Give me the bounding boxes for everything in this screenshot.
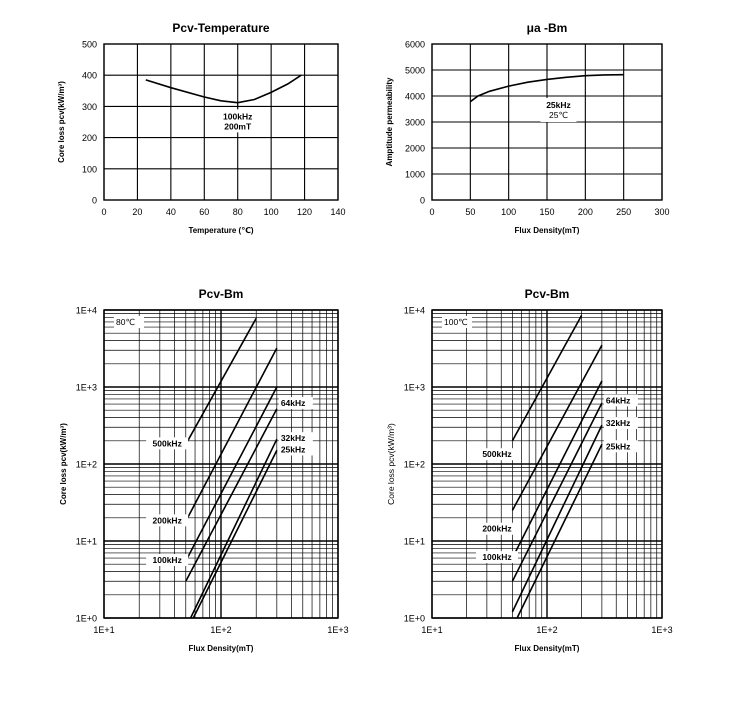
x-tick-label: 100 — [263, 207, 279, 217]
y-tick-label: 1E+1 — [403, 536, 425, 547]
y-tick-label: 100 — [81, 164, 97, 175]
x-tick-label: 80 — [232, 207, 243, 217]
x-tick-label: 100 — [501, 207, 517, 217]
y-axis-label: Core loss pcv(kW/m³) — [386, 423, 396, 505]
series-line-32khz — [512, 425, 602, 612]
series-label-500khz: 500kHz — [482, 449, 512, 460]
y-tick-label: 6000 — [404, 39, 425, 50]
y-tick-label: 1E+2 — [75, 459, 97, 470]
x-tick-label: 1E+3 — [327, 625, 349, 635]
series-label-32khz: 32kHz — [280, 433, 306, 444]
x-tick-label: 1E+1 — [421, 625, 443, 635]
series-line-64khz — [512, 403, 602, 581]
series-label-32khz: 32kHz — [605, 418, 631, 429]
x-tick-label: 0 — [101, 207, 107, 217]
x-axis-label: Flux Density(mT) — [514, 644, 580, 653]
y-tick-label: 1E+0 — [403, 613, 425, 624]
series-label-500khz: 500kHz — [152, 438, 182, 449]
chart-title: Pcv-Temperature — [172, 21, 270, 35]
x-tick-label: 150 — [539, 207, 555, 217]
chart-pcv-bm-100c — [386, 287, 673, 653]
y-tick-label: 400 — [81, 70, 97, 81]
series-label-25khz: 25kHz — [280, 444, 306, 455]
y-tick-label: 4000 — [404, 91, 425, 102]
x-tick-label: 0 — [429, 207, 435, 217]
y-tick-label: 1000 — [404, 169, 425, 180]
x-tick-label: 1E+3 — [651, 625, 673, 635]
y-tick-label: 1E+3 — [403, 382, 425, 393]
series-label-200khz: 200kHz — [152, 515, 182, 526]
annotation-frequency: 25kHz — [546, 100, 571, 110]
y-tick-label: 200 — [81, 133, 97, 144]
x-tick-label: 140 — [330, 207, 346, 217]
x-tick-label: 250 — [616, 207, 632, 217]
y-tick-label: 3000 — [404, 117, 425, 128]
x-tick-label: 1E+2 — [210, 625, 232, 635]
series-label-100khz: 100kHz — [482, 552, 512, 563]
chart-ua-bm — [385, 21, 670, 235]
annotation-frequency: 100kHz — [223, 111, 253, 122]
x-tick-label: 1E+2 — [536, 625, 558, 635]
series-line-100khz-200mt — [146, 75, 301, 103]
series-line-25khz — [193, 450, 276, 618]
x-tick-label: 120 — [297, 207, 313, 217]
y-tick-label: 500 — [81, 39, 97, 50]
y-tick-label: 1E+2 — [403, 459, 425, 470]
x-tick-label: 60 — [199, 207, 210, 217]
condition-temperature: 100℃ — [444, 317, 468, 327]
y-tick-label: 1E+4 — [403, 305, 425, 316]
condition-temperature: 80℃ — [116, 317, 136, 327]
y-tick-label: 1E+0 — [75, 613, 97, 624]
y-tick-label: 5000 — [404, 65, 425, 76]
chart-pcv-temperature — [57, 21, 346, 235]
y-tick-label: 1E+4 — [75, 305, 97, 316]
x-axis-label: Flux Density(mT) — [514, 226, 580, 235]
series-label-100khz: 100kHz — [152, 554, 182, 565]
series-line-200khz — [512, 345, 602, 510]
x-tick-label: 300 — [654, 207, 670, 217]
series-label-64khz: 64kHz — [280, 398, 306, 409]
x-tick-label: 20 — [132, 207, 143, 217]
chart-title: μa -Bm — [526, 21, 568, 35]
y-tick-label: 1E+1 — [75, 536, 97, 547]
chart-title: Pcv-Bm — [198, 287, 244, 301]
series-line-25khz — [517, 444, 602, 618]
y-axis-label: Core loss pcv(kW/m³) — [57, 81, 66, 163]
y-tick-label: 0 — [91, 195, 97, 206]
x-axis-label: Flux Density(mT) — [188, 644, 254, 653]
x-axis-label: Temperature (℃) — [188, 226, 254, 235]
annotation-flux-density: 200mT — [224, 121, 252, 132]
annotation-temperature: 25℃ — [548, 110, 569, 120]
series-label-64khz: 64kHz — [605, 395, 631, 406]
y-tick-label: 1E+3 — [75, 382, 97, 393]
x-tick-label: 40 — [165, 207, 176, 217]
y-tick-label: 2000 — [404, 143, 425, 154]
chart-title: Pcv-Bm — [524, 287, 570, 301]
y-tick-label: 300 — [81, 101, 97, 112]
x-tick-label: 50 — [465, 207, 476, 217]
y-tick-label: 0 — [419, 195, 425, 206]
chart-pcv-bm-80c — [59, 287, 349, 653]
y-axis-label: Amptitude permeability — [385, 77, 394, 167]
x-tick-label: 200 — [577, 207, 593, 217]
series-line-100khz — [512, 381, 602, 558]
x-tick-label: 1E+1 — [93, 625, 115, 635]
y-axis-label: Core loss pcv(kW/m³) — [59, 423, 68, 505]
series-label-200khz: 200kHz — [482, 523, 512, 534]
series-label-25khz: 25kHz — [605, 441, 631, 452]
